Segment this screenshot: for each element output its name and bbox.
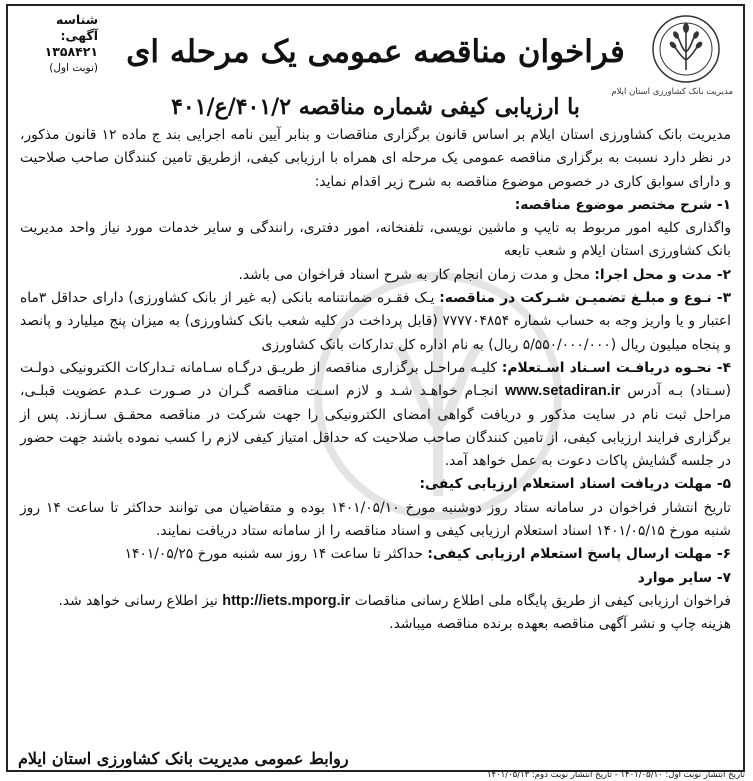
section-4-title: ۴- نحـوه دریافـت اسـناد اسـتعلام: (501, 359, 731, 376)
section-7-title: ۷- سایر موارد (637, 569, 731, 586)
section-2-text: محل و مدت زمان انجام کار به شرح اسناد فراخوان می باشد. (238, 266, 590, 283)
iets-link[interactable]: http://iets.mporg.ir (222, 592, 351, 609)
notice-round: (نوبت اول) (49, 62, 98, 74)
section-7-text-a: فراخوان ارزیابی کیفی از طریق پایگاه ملی اطلاع رسانی مناقصات (354, 592, 731, 609)
section-4-text-a: کلیـه مراحـل برگزاری مناقصه از طریـق درگـاه سـامانه تـدارکات الکترونیکی دولـت (سـتاد) بـه آدرس (20, 359, 732, 400)
section-4-text-b: انجـام خواهـد شـد و لازم اسـت مناقصه گـران در صـورت عـدم عضویت قبلـی، مراحل ثبت نام در سایت مذکور و دریافت گواهی امضای الکترونیکی را جهت شرکت در مناقصه محقـق سـازند. پس از برگزاری فرایند ارزیابی کیفی، از تامین کنندگان صاحب صلاحیت که حداقل امتیاز کیفی لازم را کسب نموده باشند جهت حضور در جلسه گشایش پاکات دعوت به عمل خواهد آمد. (20, 383, 731, 470)
section-7-text-b: نیز اطلاع رسانی خواهد شد. (58, 592, 218, 609)
publication-dates (6, 772, 745, 781)
section-5-text: تاریخ انتشار فراخوان در سامانه ستاد روز دوشنبه مورخ ۱۴۰۱/۰۵/۱۰ بوده و متقاضیان می توانند حداکثر تا ساعت ۱۴ روز شنبه مورخ ۱۴۰۱/۰۵/۱۵ اسناد استعلام ارزیابی کیفی و اسناد مناقصه را از سامانه ستاد دریافت نمایند. (20, 499, 732, 540)
section-7-cost-note: هزینه چاپ و نشر آگهی مناقصه بعهده برنده مناقصه میباشد. (389, 616, 731, 633)
public-relations-signature: روابط عمومی مدیریت بانک کشاورزی استان ایلام (18, 749, 349, 768)
section-3-text: یـک فقـره ضمانتنامه بانکی (به غیر از بانک کشاورزی) دارای حداقل ۳ماه اعتبار و یا واریز وجه به حساب شماره ۷۷۷۷۰۴۸۵۴ (قابل پرداخت در کلیه شعب بانک کشاورزی) به میزان پنج میلیارد و پانصد و پنجاه میلیون ریال (۵/۵۵۰/۰۰۰/۰۰۰ ریال) به نام اداره کل تدارکات بانک کشاورزی (20, 290, 731, 353)
notice-subtitle: با ارزیابی کیفی شماره مناقصه ۴۰۱/۲/ع/۴۰۱ (171, 94, 580, 120)
section-2 (20, 264, 731, 287)
intro-paragraph: مدیریت بانک کشاورزی استان ایلام بر اساس قانون برگزاری مناقصات و بنابر آیین نامه اجرایی بند ج ماده ۱۲ قانون مذکور، در نظر دارد نسبت به برگزاری مناقصه عمومی یک مرحله ای همراه با ارزیابی کیفی، ازطریق تامین کنندگان صاحب صلاحیت و دارای سوابق کاری در خصوص موضوع مناقصه به شرح زیر اقدام نماید: (20, 127, 731, 190)
section-6 (20, 543, 731, 566)
notice-body (20, 124, 731, 637)
section-4 (20, 357, 731, 473)
section-1-text: واگذاری کلیه امور مربوط به تایپ و ماشین نویسی، تلفنخانه، امور دفتری، رانندگی و سایر خدمات مورد نیاز واحد مدیریت بانک کشاورزی استان ایلام و شعب تابعه (20, 220, 731, 260)
publication-dates-text: تاریخ انتشار نوبت اول: ۱۴۰۱/۰۵/۱۰ - تاریخ انتشار نوبت دوم: ۱۴۰۱/۰۵/۱۳ (486, 770, 745, 780)
notice-id-label: شناسه آگهی: (56, 12, 98, 43)
section-1-title: ۱- شرح مختصر موضوع مناقصه: (514, 196, 731, 213)
notice-id-value: ۱۳۵۸۴۲۱ (44, 44, 98, 59)
section-3-title: ۳- نـوع و مبلـغ تضمیـن شـرکت در مناقصه: (439, 290, 731, 307)
tender-notice (6, 4, 745, 772)
notice-title: فراخوان مناقصه عمومی یک مرحله ای (126, 34, 625, 70)
setadiran-link[interactable]: www.setadiran.ir (504, 383, 621, 400)
notice-header (8, 6, 743, 120)
section-6-title: ۶- مهلت ارسال پاسخ استعلام ارزیابی کیفی: (427, 546, 731, 563)
section-6-text: حداکثر تا ساعت ۱۴ روز سه شنبه مورخ ۱۴۰۱/۰۵/۲۵ (124, 546, 423, 563)
section-5-title: ۵- مهلت دریافت اسناد استعلام ارزیابی کیفی: (419, 476, 731, 493)
logo-caption: مدیریت بانک کشاورزی استان ایلام (611, 87, 733, 97)
section-3 (20, 287, 731, 357)
section-2-title: ۲- مدت و محل اجرا: (594, 266, 731, 283)
section-7-text (20, 590, 731, 613)
